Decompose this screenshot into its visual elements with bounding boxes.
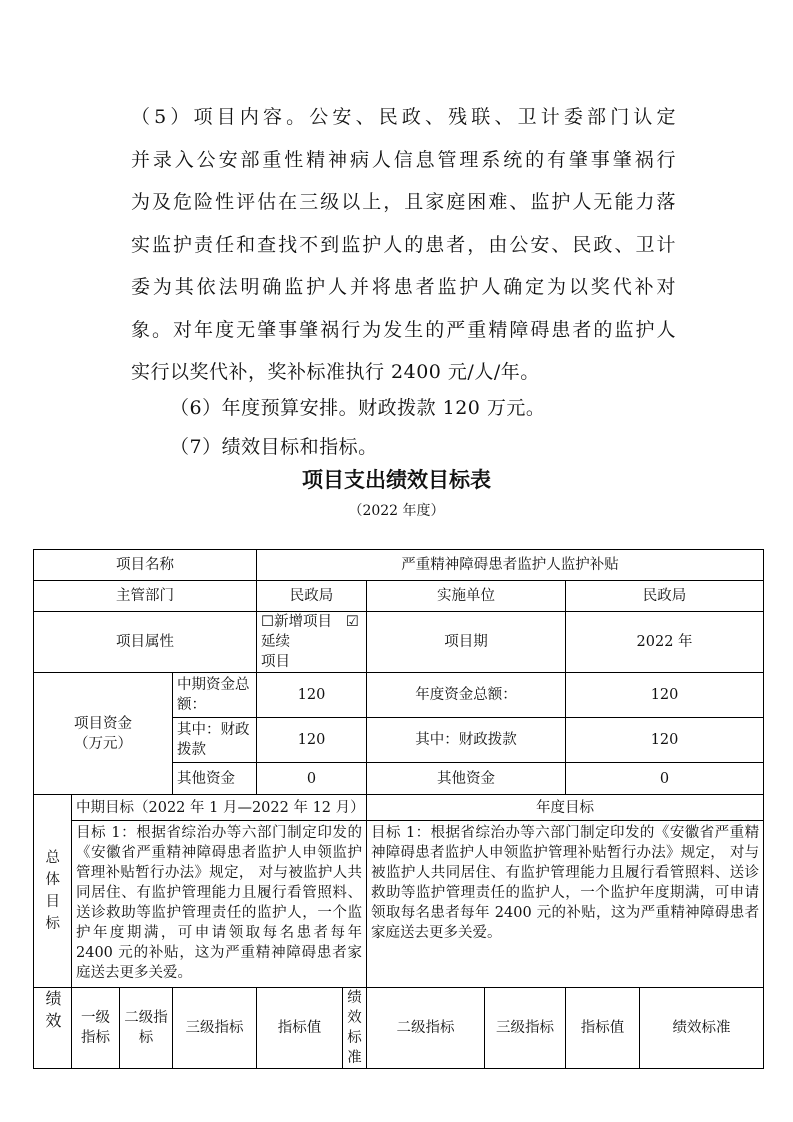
mid-total-label: 中期资金总额： [173,673,257,718]
mid-goal-header: 中期目标（2022 年 1 月—2022 年 12 月） [72,795,367,821]
project-name-label: 项目名称 [34,550,257,581]
year-goal-header: 年度目标 [367,795,764,821]
goal-text-row [34,821,764,988]
header-level3-b: 三级指标 [485,988,566,1069]
project-name-row [34,550,764,581]
mid-total-value: 120 [257,673,367,718]
header-value: 指标值 [257,988,343,1069]
header-value-b: 指标值 [566,988,640,1069]
year-fin-value: 120 [566,718,764,763]
year-total-label: 年度资金总额： [367,673,566,718]
department-row [34,581,764,612]
paragraph-7: （7）绩效目标和指标。 [170,436,378,458]
fund-label [34,673,173,795]
dept-label: 主管部门 [34,581,257,612]
paragraph-line: 委为其依法明确监护人并将患者监护人确定为以奖代补对 [131,276,676,298]
attr-continue-checkbox: ☑延续 [261,614,359,650]
period-value: 2022 年 [566,612,764,673]
overall-goal-label [34,795,72,988]
perf-label [34,988,72,1069]
fund-label-unit: （万元） [74,735,132,752]
year-other-label: 其他资金 [367,763,566,795]
fund-total-row [34,673,764,718]
paragraph-line: 为及危险性评估在三级以上，且家庭困难、监护人无能力落 [131,191,676,213]
paragraph-line: 实行以奖代补，奖补标准执行 2400 元/人/年。 [131,361,540,383]
fund-label-line: 项目资金 [74,715,132,732]
overall-goal-label-text: 总体目标 [45,850,60,932]
period-label: 项目期 [367,612,566,673]
paragraph-line: 并录入公安部重性精神病人信息管理系统的有肇事肇祸行 [131,149,676,171]
header-standard-b: 绩效标准 [640,988,764,1069]
impl-value: 民政局 [566,581,764,612]
goal-header-row [34,795,764,821]
mid-fin-value: 120 [257,718,367,763]
attr-new-checkbox: ☐新增项目 [261,614,332,630]
mid-other-value: 0 [257,763,367,795]
paragraph-line: 实监护责任和查找不到监护人的患者，由公安、民政、卫计 [131,234,676,256]
indicator-header-row [34,988,764,1069]
year-total-value: 120 [566,673,764,718]
header-standard: 绩效标准 [343,988,367,1069]
header-level2: 二级指标 [120,988,173,1069]
dept-value: 民政局 [257,581,367,612]
paragraph-line: （5）项目内容。公安、民政、残联、卫计委部门认定 [131,106,676,128]
perf-label-text: 绩效 [45,989,62,1030]
impl-label: 实施单位 [367,581,566,612]
attr-label: 项目属性 [34,612,257,673]
attr-value [257,612,367,673]
mid-goal-text: 目标 1：根据省综治办等六部门制定印发的《安徽省严重精神障碍患者监护人申领监护管理补贴暂行办法》规定， 对与被监护人共同居住、有监护管理能力且履行看管照料、送诊救助等监护管理责任的监护人，一个监护年度期满，可申请领取每名患者每年 2400 元的补贴，这为严重精神障碍患者家庭送去更多关爱。 [72,821,367,988]
year-fin-label: 其中：财政拨款 [367,718,566,763]
attr-tail: 项目 [261,654,290,670]
project-name-value: 严重精神障碍患者监护人监护补贴 [257,550,764,581]
year-goal-text: 目标 1：根据省综治办等六部门制定印发的《安徽省严重精神障碍患者监护人申领监护管理补贴暂行办法》规定， 对与被监护人共同居住、有监护管理能力且履行看管照料、送诊救助等监护管理责任的监护人，一个监护年度期满，可申请领取每名患者每年 2400 元的补贴，这为严重精神障碍患者家庭送去更多关爱。 [367,821,764,988]
header-level3: 三级指标 [173,988,257,1069]
attribute-row [34,612,764,673]
performance-goal-table [33,549,764,1069]
header-level2-b: 二级指标 [367,988,485,1069]
paragraph-line: 象。对年度无肇事肇祸行为发生的严重精障碍患者的监护人 [131,319,676,341]
table-title: 项目支出绩效目标表 [302,468,491,492]
header-level1: 一级指标 [72,988,120,1069]
year-other-value: 0 [566,763,764,795]
paragraph-6: （6）年度预算安排。财政拨款 120 万元。 [170,397,546,419]
mid-other-label: 其他资金 [173,763,257,795]
table-year: （2022 年度） [348,503,445,519]
mid-fin-label: 其中：财政拨款 [173,718,257,763]
